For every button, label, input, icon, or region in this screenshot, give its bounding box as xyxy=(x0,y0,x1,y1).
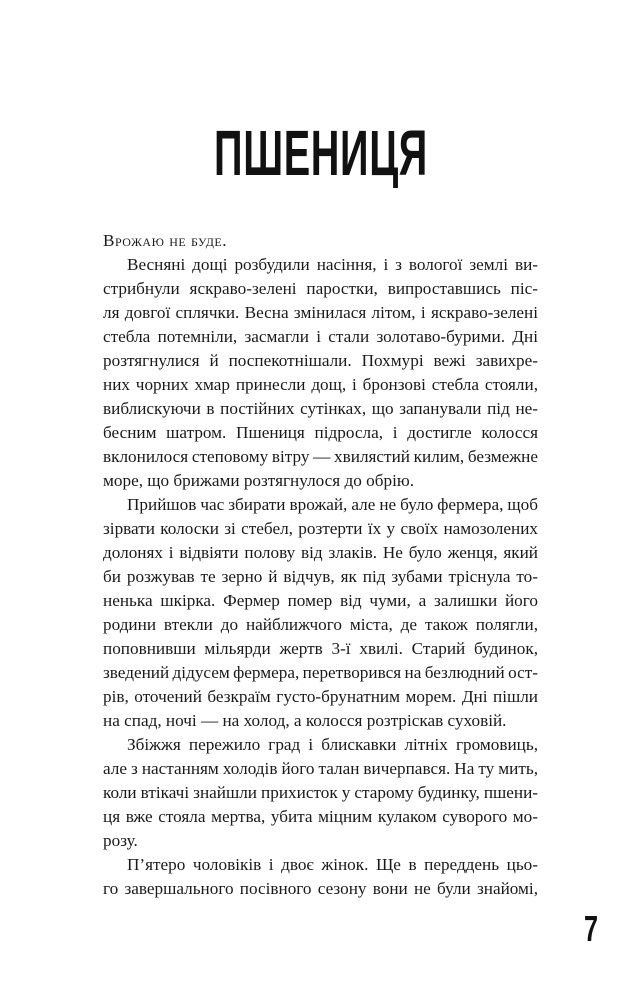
text-line: них чорних хмар принесли дощ, і бронзові стебла стояли, xyxy=(103,375,538,394)
paragraph xyxy=(103,493,538,733)
text-line-row xyxy=(103,685,538,709)
text-line-row xyxy=(103,853,538,877)
text-line-row xyxy=(103,637,538,661)
text-line-row xyxy=(103,613,538,637)
paragraph xyxy=(103,733,538,853)
text-line: П’ятеро чоловіків і двоє жінок. Ще в переддень цьо- xyxy=(127,855,538,874)
text-line: рів, оточений безкраїм густо-брунатним морем. Дні пішли xyxy=(103,687,538,706)
text-line: але з настанням холодів його талан вичерпався. На ту мить, xyxy=(103,759,538,778)
text-line-row xyxy=(103,349,538,373)
text-line-row xyxy=(103,877,538,901)
text-line: Врожаю не буде. xyxy=(103,231,228,250)
text-line: Прийшов час збирати врожай, але не було фермера, щоб xyxy=(127,495,538,514)
text-line-row xyxy=(103,661,538,685)
text-line-row xyxy=(103,397,538,421)
text-line-row xyxy=(103,541,538,565)
text-line: виблискуючи в постійних сутінках, що запанували під не- xyxy=(103,399,538,418)
text-line-row xyxy=(103,757,538,781)
text-line-row xyxy=(103,565,538,589)
body-text xyxy=(103,229,538,901)
text-line: би розжував те зерно й відчув, як під зубами тріснула то- xyxy=(103,567,538,586)
paragraph xyxy=(103,853,538,901)
text-line: море, що брижами розтягнулося до обрію. xyxy=(103,471,414,490)
text-line: долонях і відвіяти полову від злаків. Не було женця, який xyxy=(103,543,538,562)
text-line: коли втікачі знайшли прихисток у старому будинку, пшени- xyxy=(103,783,538,802)
text-line-row xyxy=(103,277,538,301)
text-line-row xyxy=(103,589,538,613)
text-line: Весняні дощі розбудили насіння, і з вологої землі ви- xyxy=(127,255,538,274)
text-line: ця вже стояла мертва, убита міцним кулаком суворого мо- xyxy=(103,807,538,826)
text-line: стрибнули яскраво-зелені паростки, випроставшись піс- xyxy=(103,279,538,298)
text-line: вклонилося степовому вітру — хвилястий килим, безмежне xyxy=(103,447,538,466)
text-line-row xyxy=(103,733,538,757)
text-line: на спад, ночі — на холод, а колосся розтріскав суховій. xyxy=(103,711,507,730)
text-line-row xyxy=(103,325,538,349)
text-line-row xyxy=(103,469,538,493)
text-line: го завершального посівного сезону вони не були знайомі, xyxy=(103,879,538,898)
text-line-row xyxy=(103,493,538,517)
text-line-row xyxy=(103,781,538,805)
text-line: ненька шкірка. Фермер помер від чуми, а залишки його xyxy=(103,591,538,610)
text-line: розтягнулися й поспекотнішали. Похмурі вежі завихре- xyxy=(103,351,538,370)
text-line: поповнивши мільярди жертв 3-ї хвилі. Старий будинок, xyxy=(103,639,538,658)
text-line-row xyxy=(103,421,538,445)
text-line-row xyxy=(103,709,538,733)
text-line-row xyxy=(103,517,538,541)
text-line-row xyxy=(103,445,538,469)
text-line: стебла потемніли, засмагли і стали золотаво-бурими. Дні xyxy=(103,327,538,346)
page-number: 7 xyxy=(584,908,599,949)
text-line: зірвати колоски зі стебел, розтерти їх у своїх намозолених xyxy=(103,519,538,538)
text-line-row xyxy=(103,829,538,853)
text-line-row xyxy=(103,229,538,253)
text-line: Збіжжя пережило град і блискавки літніх громовиць, xyxy=(127,735,538,754)
text-line: родини втекли до найближчого міста, де також полягли, xyxy=(103,615,538,634)
text-line: зведений дідусем фермера, перетворився на безлюдний ост- xyxy=(103,663,538,682)
text-line: розу. xyxy=(103,831,138,850)
text-line-row xyxy=(103,301,538,325)
paragraph xyxy=(103,253,538,493)
text-line: ля довгої сплячки. Весна змінилася літом, і яскраво-зелені xyxy=(103,303,538,322)
chapter-title: ПШЕНИЦЯ xyxy=(214,117,428,189)
opening-line xyxy=(103,229,538,253)
text-line-row xyxy=(103,373,538,397)
text-line: бесним шатром. Пшениця підросла, і достигле колосся xyxy=(103,423,538,442)
text-line-row xyxy=(103,253,538,277)
text-line-row xyxy=(103,805,538,829)
